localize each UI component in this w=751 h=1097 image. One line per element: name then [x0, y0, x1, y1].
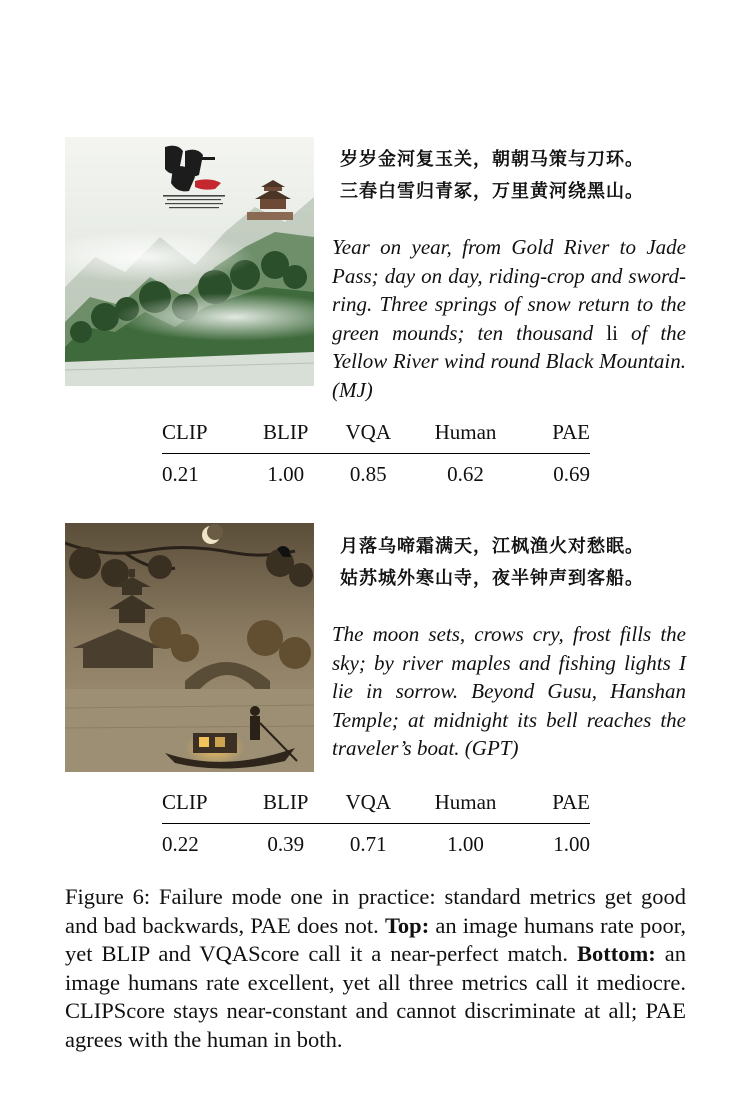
caption-lead: Figure 6: Failure mode one in practice: standard metrics get good and bad backwards, PAE does not. [65, 884, 686, 938]
caption-bottom-text: an image humans rate excellent, yet all three metrics call it mediocre. CLIPScore stays near-constant and cannot discriminate at all; PAE agrees with the human in both. [65, 941, 686, 1052]
english-translation [332, 233, 686, 404]
translation-upright-term: li [606, 320, 618, 345]
poem-line: 月落乌啼霜满天，江枫渔火对愁眠。 [340, 536, 644, 557]
landscape-painting-image [65, 137, 314, 386]
english-translation [332, 620, 686, 763]
metric-value: 0.21 [162, 462, 199, 486]
metric-header: Human [409, 790, 521, 824]
metrics-value-row [162, 454, 590, 488]
metrics-table [162, 420, 590, 487]
translation-text: The moon sets, crows cry, frost fills the sky; by river maples and fishing lights I lie in sorrow. Beyond Gusu, Hanshan Temple; at midnight its bell reaches the traveler’s boat. (GPT) [332, 622, 686, 760]
metric-header: VQA [327, 420, 409, 454]
chinese-poem [340, 531, 700, 595]
metric-header: Human [409, 420, 521, 454]
translation-text: Year on year, from Gold River to Jade Pass; day on day, riding-crop and sword-ring. Three springs of snow return to the green mounds; ten thousand [332, 235, 686, 345]
chinese-poem [340, 144, 700, 208]
metrics-header-row [162, 420, 590, 454]
figure-caption [65, 883, 686, 1054]
caption-top-text: an image humans rate poor, yet BLIP and VQAScore call it a near-perfect match. [65, 912, 687, 966]
metric-header: CLIP [162, 420, 245, 454]
poem-line: 三春白雪归青冢，万里黄河绕黑山。 [340, 181, 644, 202]
caption-bottom-label: Bottom: [577, 941, 656, 966]
metric-header: PAE [522, 420, 590, 454]
metric-value: 0.62 [447, 462, 484, 486]
night-river-painting-image [65, 523, 314, 772]
metric-header: BLIP [245, 420, 328, 454]
metric-header: BLIP [245, 790, 328, 824]
metric-value: 0.39 [267, 832, 305, 856]
caption-top-label: Top: [384, 912, 430, 938]
metrics-table [162, 790, 590, 857]
poem-line: 岁岁金河复玉关，朝朝马策与刀环。 [340, 149, 644, 170]
metric-value: 1.00 [447, 832, 484, 856]
metric-value: 0.22 [162, 832, 199, 856]
metric-header: PAE [522, 790, 590, 824]
metric-header: CLIP [162, 790, 245, 824]
metric-value: 0.85 [349, 462, 387, 486]
poem-line: 姑苏城外寒山寺，夜半钟声到客船。 [340, 568, 644, 589]
metric-header: VQA [327, 790, 409, 824]
metric-value: 0.71 [349, 832, 387, 856]
metric-value: 0.69 [553, 462, 590, 486]
metrics-header-row [162, 790, 590, 824]
metrics-value-row [162, 824, 590, 858]
metric-value: 1.00 [267, 462, 305, 486]
metric-value: 1.00 [553, 832, 590, 856]
translation-text: of the Yellow River wind round Black Mountain. (MJ) [332, 320, 686, 402]
